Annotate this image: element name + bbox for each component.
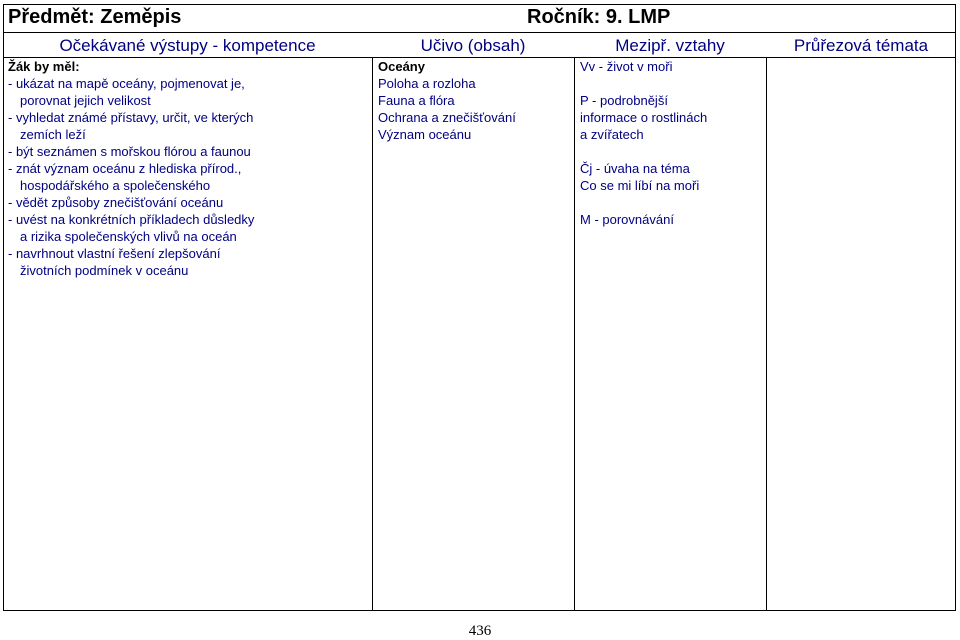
outcome-line: - uvést na konkrétních příkladech důsledky xyxy=(8,212,255,227)
relation-line: Čj - úvaha na téma xyxy=(580,161,690,176)
outcome-line: - vědět způsoby znečišťování oceánu xyxy=(8,195,224,210)
relation-line xyxy=(580,194,707,211)
relation-line: P - podrobnější xyxy=(580,93,668,108)
content-line: Význam oceánu xyxy=(378,127,472,142)
column-header-outcomes: Očekávané výstupy - kompetence xyxy=(59,36,316,55)
column-header-relations: Mezipř. vztahy xyxy=(615,36,725,55)
outcome-line: a rizika společenských vlivů na oceán xyxy=(20,229,237,244)
relation-line: informace o rostlinách xyxy=(580,110,708,125)
col-divider-1 xyxy=(372,57,373,611)
relation-line: Vv - život v moři xyxy=(580,59,673,74)
relation-line: M - porovnávání xyxy=(580,212,674,227)
outcome-line: - vyhledat známé přístavy, určit, ve kterých xyxy=(8,110,254,125)
content-cell xyxy=(378,58,516,143)
col-divider-3 xyxy=(766,57,767,611)
col-divider-2 xyxy=(574,57,575,611)
subject-title: Předmět: Zeměpis xyxy=(8,6,182,28)
outcome-line: hospodářského a společenského xyxy=(20,178,211,193)
outcomes-cell xyxy=(8,58,254,279)
relation-line xyxy=(580,143,707,160)
outcomes-heading: Žák by měl: xyxy=(8,59,80,74)
outcome-line: porovnat jejich velikost xyxy=(20,93,151,108)
page-number: 436 xyxy=(468,623,492,639)
outcome-line: zemích leží xyxy=(20,127,86,142)
outcome-line: - být seznámen s mořskou flórou a faunou xyxy=(8,144,251,159)
outcome-line: - navrhnout vlastní řešení zlepšování xyxy=(8,246,221,261)
relation-line: a zvířatech xyxy=(580,127,644,142)
relations-cell xyxy=(580,58,707,228)
title-rule xyxy=(3,32,956,33)
column-header-themes: Průřezová témata xyxy=(793,36,929,55)
content-line: Fauna a flóra xyxy=(378,93,455,108)
content-line: Ochrana a znečišťování xyxy=(378,110,516,125)
column-header-content: Učivo (obsah) xyxy=(420,36,526,55)
outcome-line: životních podmínek v oceánu xyxy=(20,263,189,278)
outcome-line: - ukázat na mapě oceány, pojmenovat je, xyxy=(8,76,245,91)
relation-line: Co se mi líbí na moři xyxy=(580,178,700,193)
outcome-line: - znát význam oceánu z hlediska přírod., xyxy=(8,161,242,176)
content-heading: Oceány xyxy=(378,59,425,74)
content-line: Poloha a rozloha xyxy=(378,76,476,91)
grade-title: Ročník: 9. LMP xyxy=(527,6,671,28)
relation-line xyxy=(580,75,707,92)
